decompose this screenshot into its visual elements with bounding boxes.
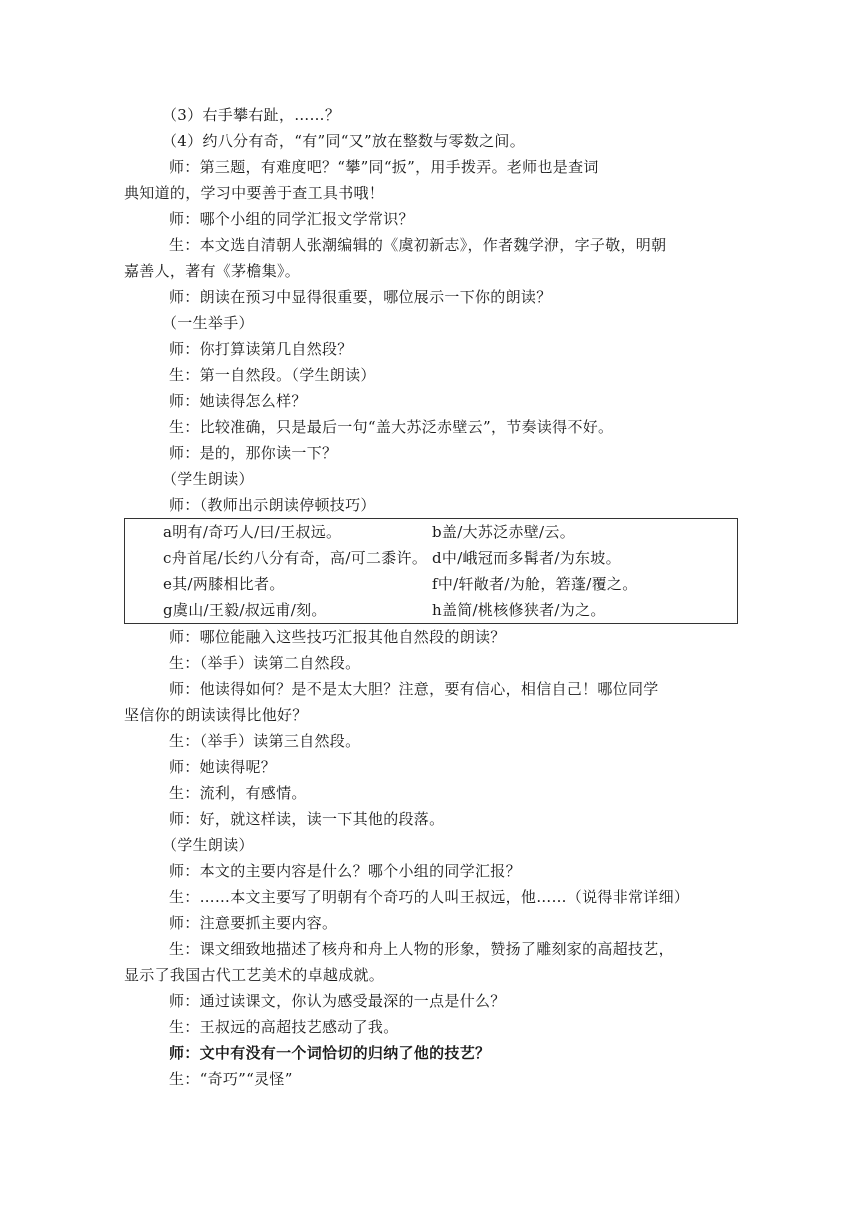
text-line: 生：课文细致地描述了核舟和舟上人物的形象，赞扬了雕刻家的高超技艺，	[169, 940, 674, 958]
box-cell: c舟首尾/长约八分有奇，高/可二黍许。	[163, 549, 428, 567]
text-line: 生：第一自然段。（学生朗读）	[169, 366, 376, 384]
text-line: 师：好，就这样读，读一下其他的段落。	[169, 810, 445, 828]
text-line: 生：（举手）读第三自然段。	[169, 732, 361, 750]
box-row	[125, 519, 737, 545]
text-line: （学生朗读）	[162, 836, 254, 854]
text-line: 师：是的，那你读一下？	[169, 444, 338, 462]
box-cell: h盖简/桃核修狭者/为之。	[432, 601, 606, 619]
reading-pause-box	[124, 518, 738, 624]
text-line: 显示了我国古代工艺美术的卓越成就。	[124, 966, 385, 984]
box-cell: g虞山/王毅/叔远甫/刻。	[163, 601, 327, 619]
text-line: （一生举手）	[162, 314, 254, 332]
text-line: 生：流利，有感情。	[169, 784, 307, 802]
text-line: 生：本文选自清朝人张潮编辑的《虞初新志》，作者魏学洢，字子敬，明朝	[169, 236, 667, 254]
text-line: 师：通过读课文，你认为感受最深的一点是什么？	[169, 992, 506, 1010]
box-row	[125, 597, 737, 623]
text-line: （3）右手攀右趾，……？	[162, 106, 341, 124]
text-line: 生：（举手）读第二自然段。	[169, 654, 361, 672]
text-line-bold: 师：文中有没有一个词恰切的归纳了他的技艺？	[169, 1044, 491, 1062]
box-row	[125, 571, 737, 597]
text-line: 坚信你的朗读读得比他好？	[124, 706, 308, 724]
text-line: 师：注意要抓主要内容。	[169, 914, 338, 932]
text-line: 生：“奇巧”“灵怪”	[169, 1070, 293, 1088]
box-row	[125, 545, 737, 571]
text-line: 师：她读得怎么样？	[169, 392, 307, 410]
box-cell: f中/轩敞者/为舱，箬蓬/覆之。	[432, 575, 638, 593]
box-cell: e其/两膝相比者。	[163, 575, 285, 593]
text-line: 师：哪个小组的同学汇报文学常识？	[169, 210, 414, 228]
box-cell: b盖/大苏泛赤壁/云。	[432, 523, 576, 541]
text-line: 师：她读得呢？	[169, 758, 277, 776]
text-line: （4）约八分有奇，“有”同“又”放在整数与零数之间。	[162, 132, 526, 150]
text-line: 师：你打算读第几自然段？	[169, 340, 353, 358]
text-line: 生：……本文主要写了明朝有个奇巧的人叫王叔远，他……（说得非常详细）	[169, 888, 690, 906]
text-line: 生：比较准确，只是最后一句“盖大苏泛赤壁云”，节奏读得不好。	[169, 418, 614, 436]
text-line: 师：本文的主要内容是什么？哪个小组的同学汇报？	[169, 862, 521, 880]
box-cell: d中/峨冠而多髯者/为东坡。	[432, 549, 621, 567]
text-line: 生：王叔远的高超技艺感动了我。	[169, 1018, 399, 1036]
text-line: 师：第三题，有难度吧？“攀”同“扳”，用手拨弄。老师也是查词	[169, 158, 599, 176]
text-line: 典知道的，学习中要善于查工具书哦！	[124, 184, 385, 202]
text-body	[124, 102, 744, 1092]
text-line: 师：他读得如何？是不是太大胆？注意，要有信心，相信自己！哪位同学	[169, 680, 659, 698]
box-cell: a明有/奇巧人/曰/王叔远。	[163, 523, 342, 541]
text-line: 师：哪位能融入这些技巧汇报其他自然段的朗读？	[169, 628, 506, 646]
text-line: 师：朗读在预习中显得很重要，哪位展示一下你的朗读？	[169, 288, 552, 306]
text-line: 嘉善人，著有《茅檐集》。	[124, 262, 301, 280]
text-line: 师：（教师出示朗读停顿技巧）	[169, 496, 376, 514]
text-line: （学生朗读）	[162, 470, 254, 488]
